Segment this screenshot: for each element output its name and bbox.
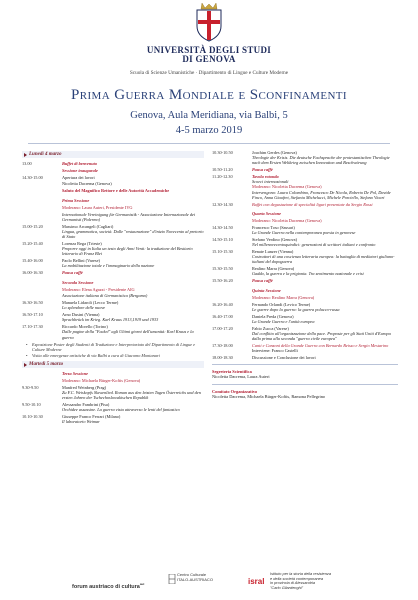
buffet-row: 12.30-14.30 Buffet con degustazione di specialità liguri presentate da Sergio Rossi <box>212 201 373 207</box>
talk-row: 9.50-10.10 Alessandro Fambrini (Pisa) Orchidee assassine. La guerra vista attraverso le lenti del fantastico <box>22 402 180 413</box>
svg-text:isral: isral <box>248 577 265 586</box>
talk-row: 15.40-16.00 Paolo Bellini (Varese) La mobilitazione totale e l'immaginario della nazione <box>22 257 155 269</box>
talk-row: 15.00-15.20 Massimo Arcangeli (Cagliari) Lingua, grammatica, società. Dalle "restaurazione" d'inizio Novecento al pretorio di Stato <box>22 223 204 239</box>
centro-culturale-logo-icon <box>168 574 176 584</box>
note-item: • Esposizione Poster degli Studenti di Traduzione e Interpretariato del Dipartimento di Lingue e Culture Moderne <box>26 341 196 352</box>
talk-row: 9.30-9.50 Manfred Weinberg (Prag) Zu F.C. Weiskopfs Slawenlied. Roman aus den letzten Tagen Österreichs und den ersten Jahren der Tschechoslowakischen Republik <box>22 384 201 401</box>
schedule-row: 14.30-15.00 Apertura dei lavori <box>22 174 95 180</box>
forum-austriaco-logo: forum austriaco di cultura$^{aut}$ <box>72 582 145 590</box>
session-title: Quinta Sessione <box>252 288 281 293</box>
venue: Genova, Aula Meridiana, via Balbi, 5 <box>130 110 288 121</box>
divider <box>212 384 398 385</box>
talk-row: 16.50-17.10 Arno Dusini (Vienna) Sprachbrück im Krieg. Karl Kraus 1913,1919 und 1933 <box>22 312 159 323</box>
talk-row: 14.30-14.50 Francesco Toso (Sassari) La Grande Guerra nella contemporanea poesia in genovese <box>212 225 356 236</box>
talk-row: 17.00-17.20 Fabio Zucca (Varese) Dal conflitto all'organizzazione della pace. Proposte per gli Stati Uniti d'Europa dalla prima alla seconda "guerra civile europea" <box>212 325 391 341</box>
triangle-icon <box>24 153 27 157</box>
schedule-row: Sessione inaugurale <box>62 167 98 173</box>
centro-culturale-text: Centro Culturale ITALO-AUSTRIACO <box>177 572 213 582</box>
divider <box>212 364 398 365</box>
talk-row: 16.30-16.50 Manuela Lidaroli (Lecco Terme) Lo splendore delle nuove <box>22 300 119 311</box>
session-moderator: Moderano: Laura Auteri, Presidente IVG <box>62 204 133 210</box>
conference-dates: 4-5 marzo 2019 <box>175 125 243 136</box>
closing-row: 18.00-18.30 Discussione e Conclusione dei lavori <box>212 354 316 360</box>
program-left-column <box>22 150 204 426</box>
session-title: Quarta Sessione <box>252 211 282 217</box>
talk-row: 15.20-15.40 Lorenza Rega (Trieste) Proporre oggi in Italia un testo degli Anni Venti: la traduzione del Bestiario letterario di Franz Blei <box>22 240 193 257</box>
department: Scuola di Scienze Umanistiche · Dipartimento di Lingue e Culture Moderne <box>129 70 289 76</box>
talk-row: 15.30-15.50 Realino Marra (Genova) Gadda, la guerra e la prigionia. Tra sentimento nazionale e crisi <box>212 266 364 277</box>
university-crest-icon <box>193 2 225 42</box>
organizing-committee: Comitato Organizzativo Nicoletta Dacrema, Michaela Bürger-Koftis, Ramona Pellegrino <box>212 388 326 400</box>
header-divider <box>28 143 390 144</box>
session-moderator: Moderano: Realino Marra (Genova) <box>252 294 315 300</box>
schedule-row: 13.00 Buffet di benvenuto <box>22 161 98 166</box>
talk-row: 16.20-16.40 Fernando Orlandi (Levico Terme) Le guerre dopo la guerra: la guerra polacco-russa <box>212 301 340 312</box>
session-title: Terza Sessione <box>62 371 88 377</box>
university-name: UNIVERSITÀ DEGLI STUDI DI GENOVA <box>146 45 272 64</box>
schedule-row: Nicoletta Dacrema (Genova) <box>62 181 112 187</box>
session-title: Prima Sessione <box>62 197 90 203</box>
session-moderator: Moderano: Elena Agazzi - Presidente AIG <box>62 286 135 292</box>
session-moderator: Moderano: Michaela Bürger-Koftis (Genova) <box>62 378 141 384</box>
talk-row: 10.10-10.30 Giuseppe Franco Ferrari (Milano) Il laboratorio Weimar <box>22 414 121 425</box>
talk-row: 17.10-17.30 Riccardo Morello (Torino) Dalle pagine della "Fackel" agli Ultimi giorni dell'umanità: Karl Kraus e la guerra <box>22 324 194 340</box>
session-title: Seconda Sessione <box>62 279 94 285</box>
session-moderator: Moderano: Nicoletta Dacrema (Genova) <box>252 218 322 224</box>
triangle-icon <box>24 363 27 367</box>
round-table: 11.20-12.30 Tavola rotonda Scoeci internazionali Moderano: Nicoletta Dacrema (Genova) Intervengono: Laura Colombino, Francesco De Nicola, Roberto De Pol, Davide Finco, Anna Giaufret, Stefania Michelucci, Michele Porciello, Stefano Vicari <box>212 174 391 200</box>
program-right-column <box>212 150 398 400</box>
day-header-tuesday: Martedì 5 marzo <box>22 361 204 368</box>
isral-text: Istituto per la storia della resistenza e della società contemporanea in provincia di Alessandria "Carlo Gilardenghi" <box>270 571 331 590</box>
footer-logos <box>0 568 418 598</box>
talk-row: 10.30-10.50 Joachim Gerdes (Genova) Theologie der Krisis. Die deutsche Fachsprache der protestantischen Theologie nach dem Ersten Weltkrieg zwischen Innovation und Beschwörung <box>212 150 390 166</box>
talk-row: 15.10-15.30 Renate Lunzer (Vienna) Costruttori di una coscienza letteraria europea: la battaglia di mediatori giuliano-italiani del dopoguerra <box>212 249 395 265</box>
day-header-monday: Lunedì 4 marzo <box>22 151 204 158</box>
concert-row: 17.30-18.00 Canti e Canzoni della Grande Guerra con Bernardo Beisso e Sergio Mestarino Interviene: Franco Castelli <box>212 342 389 353</box>
notes-list <box>26 342 204 359</box>
scientific-committee: Segreteria Scientifica Nicoletta Dacrema, Laura Auteri <box>212 369 270 380</box>
session-moderator-affiliation: Internationale Vereinigung für Germanistik - Associazione Internazionale dei Germanisti (Palermo) <box>62 211 196 222</box>
isral-logo-icon <box>246 572 268 590</box>
talk-row: 14.50-15.10 Stefano Verdino (Genova) Nel millenovecentoquindici: generazioni di scrittori italiani e confronto <box>212 237 376 248</box>
pause-row: 10.50-11.20 Pausa caffè <box>212 167 273 173</box>
note-item: • Visita alle emergenze artistiche di via Balbi a cura di Giacomo Montanari <box>26 353 160 359</box>
conference-title: Prima Guerra Mondiale e Sconfinamenti <box>71 87 347 103</box>
pause-row: 16.00-16.30 Pausa caffè <box>22 269 83 275</box>
schedule-row: Saluto del Magnifico Rettore e delle Autorità Accademiche <box>62 188 170 194</box>
session-moderator-affiliation: Associazione italiana di Germanistica (Bergamo) <box>62 293 148 299</box>
pause-row: 15.50-16.20 Pausa caffè <box>212 278 273 284</box>
talk-row: 16.40-17.00 Daniela Preda (Genova) La Grande Guerra e l'unità europea <box>212 313 315 324</box>
